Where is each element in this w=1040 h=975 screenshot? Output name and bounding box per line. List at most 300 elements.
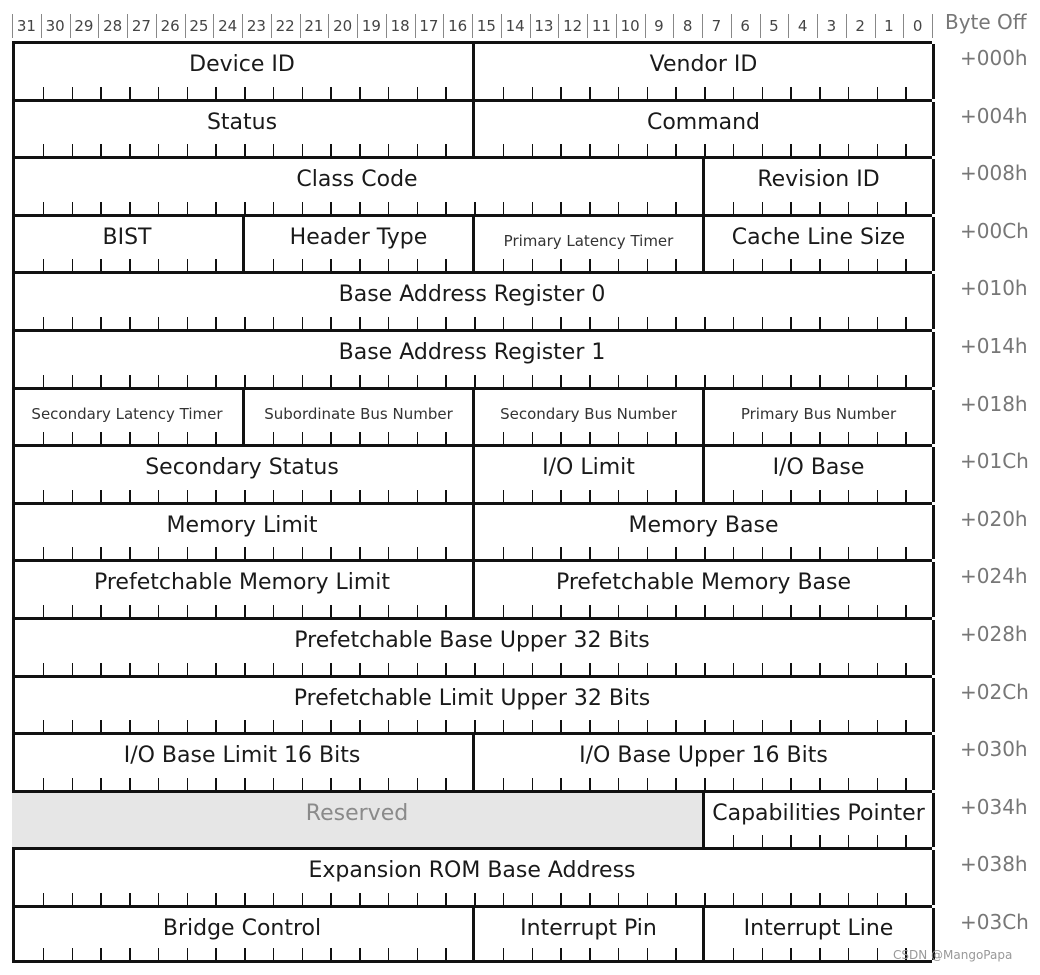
bit-tick [100,144,102,156]
byte-offset-label: +018h [960,391,1028,416]
field-label: Primary Latency Timer [503,231,674,250]
bit-tick [302,663,304,675]
bit-tick [532,144,534,156]
field-label: Vendor ID [649,52,758,77]
bit-tick [445,375,447,387]
bit-tick [474,893,476,905]
bit-tick [43,317,45,329]
bit-separator [760,14,761,38]
bit-tick [244,317,246,329]
bit-tick [905,547,907,559]
bit-tick [417,375,419,387]
register-field [705,390,935,445]
bit-tick [790,605,792,617]
bit-tick [905,663,907,675]
bit-tick [618,893,620,905]
bit-tick [905,144,907,156]
bit-tick [589,893,591,905]
register-row [12,444,932,502]
bit-tick [647,778,649,790]
bit-tick [100,202,102,214]
bit-tick [330,663,332,675]
bit-tick [43,432,45,444]
register-row [12,559,932,617]
bit-tick [43,948,45,960]
bit-tick [445,720,447,732]
bit-tick [733,144,735,156]
bit-number: 23 [246,17,266,35]
bit-tick [762,375,764,387]
field-label: Primary Bus Number [740,404,897,423]
bit-tick [762,893,764,905]
bit-tick [503,317,505,329]
bit-tick [704,663,706,675]
bit-tick [187,948,189,960]
bit-tick [532,87,534,99]
bit-number: 31 [16,17,36,35]
bit-tick [72,948,74,960]
bit-tick [445,317,447,329]
bit-tick [560,948,562,960]
bit-tick [819,778,821,790]
byte-offset-label: +02Ch [960,679,1029,704]
field-label: Memory Base [628,512,779,538]
bit-tick [302,432,304,444]
bit-number: 30 [45,17,65,35]
bit-separator [587,14,588,38]
bit-tick [848,375,850,387]
bit-tick [532,375,534,387]
bit-tick [187,605,189,617]
bit-tick [273,490,275,502]
bit-tick [733,547,735,559]
bit-tick [359,432,361,444]
bit-tick [187,202,189,214]
bit-tick [790,144,792,156]
bit-tick [905,720,907,732]
field-label: Header Type [289,224,428,250]
bit-tick [532,432,534,444]
bit-tick [905,202,907,214]
bit-tick [733,317,735,329]
bit-tick [72,144,74,156]
bit-tick [302,547,304,559]
bit-tick [273,259,275,271]
bit-number: 24 [218,17,238,35]
bit-tick [388,778,390,790]
bit-tick [704,547,706,559]
bit-tick [215,547,217,559]
bit-tick [503,144,505,156]
bit-tick [618,720,620,732]
bit-tick [503,948,505,960]
bit-tick [532,720,534,732]
bit-separator [903,14,904,38]
bit-tick [618,778,620,790]
bit-tick [100,490,102,502]
bit-tick [100,547,102,559]
bit-tick [244,778,246,790]
bit-tick [647,259,649,271]
bit-tick [158,202,160,214]
register-field [12,447,475,502]
bit-number: 17 [419,17,439,35]
bit-tick [905,317,907,329]
reserved-field [12,793,705,848]
bit-separator [645,14,646,38]
bit-tick [417,663,419,675]
bit-tick [647,432,649,444]
bit-tick [790,778,792,790]
bit-tick [762,778,764,790]
bit-tick [417,490,419,502]
bit-tick [905,87,907,99]
byte-offset-label: +028h [960,622,1028,646]
bit-tick [72,375,74,387]
bit-tick [733,663,735,675]
bit-tick [618,663,620,675]
bit-tick [43,202,45,214]
bit-tick [790,948,792,960]
bit-tick [100,87,102,99]
bit-tick [417,605,419,617]
bit-tick [675,720,677,732]
bit-tick [359,259,361,271]
bit-tick [790,720,792,732]
bit-tick [215,720,217,732]
bit-tick [187,317,189,329]
bit-tick [158,547,160,559]
register-field [475,447,705,502]
bit-tick [647,547,649,559]
bit-tick [589,375,591,387]
bit-tick [244,87,246,99]
register-field [245,390,475,445]
bit-tick [388,720,390,732]
bit-tick [72,663,74,675]
bit-separator [673,14,674,38]
bit-tick [877,663,879,675]
bit-tick [445,605,447,617]
byte-offset-label: +038h [960,852,1028,877]
bit-number: 16 [448,17,468,35]
bit-tick [819,375,821,387]
bit-number: 4 [797,17,808,35]
field-label: Command [646,109,761,135]
bit-tick [675,202,677,214]
byte-offset-label: +014h [960,334,1028,358]
bit-tick [733,893,735,905]
bit-tick [445,547,447,559]
field-label: Cache Line Size [731,224,906,250]
bit-number: 27 [131,17,151,35]
field-label: Class Code [296,167,418,193]
bit-tick [43,259,45,271]
bit-tick [905,893,907,905]
register-row [12,617,932,675]
field-label: I/O Limit [542,455,635,481]
bit-tick [848,948,850,960]
field-label: Prefetchable Base Upper 32 Bits [294,628,650,653]
bit-tick [819,893,821,905]
register-row [12,156,932,214]
field-label: Base Address Register 0 [338,282,606,308]
bit-tick [560,432,562,444]
bit-tick [388,490,390,502]
bit-tick [647,375,649,387]
bit-tick [302,778,304,790]
bit-tick [445,87,447,99]
bit-separator [702,14,703,38]
bit-separator [415,14,416,38]
bit-tick [733,259,735,271]
bit-tick [560,144,562,156]
register-field [705,217,935,272]
bit-tick [158,317,160,329]
bit-tick [417,202,419,214]
bit-separator [12,14,13,38]
bit-tick [589,720,591,732]
bit-tick [43,144,45,156]
bit-separator [817,14,818,38]
bit-number: 0 [912,17,923,35]
bit-tick [158,778,160,790]
bit-tick [215,202,217,214]
bit-tick [100,605,102,617]
bit-tick [359,202,361,214]
bit-tick [187,259,189,271]
bit-tick [187,893,189,905]
bit-tick [100,663,102,675]
bit-number: 22 [275,17,295,35]
bit-separator [558,14,559,38]
bit-tick [100,778,102,790]
register-field [12,332,935,387]
bit-tick [848,490,850,502]
bit-tick [474,202,476,214]
field-label: I/O Base Upper 16 Bits [579,743,828,769]
bit-tick [388,202,390,214]
register-field [12,908,475,960]
bit-tick [158,720,160,732]
bit-tick [187,432,189,444]
bit-tick [417,893,419,905]
bit-tick [762,432,764,444]
bit-tick [675,948,677,960]
bit-tick [388,893,390,905]
register-field [475,102,935,157]
bit-tick [589,87,591,99]
field-label: Interrupt Line [743,916,894,941]
bit-tick [877,605,879,617]
bit-tick [589,144,591,156]
bit-number: 14 [505,17,525,35]
bit-number: 26 [160,17,180,35]
bit-tick [819,259,821,271]
bit-tick [302,375,304,387]
register-field [475,735,935,790]
bit-tick [359,663,361,675]
bit-tick [762,144,764,156]
bit-tick [129,144,131,156]
register-row [12,214,932,272]
bit-tick [215,663,217,675]
bit-tick [359,547,361,559]
bit-tick [503,720,505,732]
bit-tick [618,605,620,617]
bit-tick [273,317,275,329]
bit-tick [330,948,332,960]
bit-tick [877,87,879,99]
bit-tick [330,317,332,329]
bit-separator [357,14,358,38]
bit-tick [848,893,850,905]
bit-tick [589,317,591,329]
bit-tick [72,259,74,271]
field-label: I/O Base Limit 16 Bits [123,743,361,769]
bit-tick [532,948,534,960]
bit-tick [215,317,217,329]
bit-tick [704,87,706,99]
bit-separator [530,14,531,38]
bit-tick [215,490,217,502]
bit-tick [302,490,304,502]
bit-tick [129,259,131,271]
bit-separator [875,14,876,38]
bit-tick [100,259,102,271]
bit-tick [819,605,821,617]
bit-tick [848,778,850,790]
bit-number: 1 [884,17,894,35]
bit-tick [762,605,764,617]
bit-tick [445,259,447,271]
bit-tick [474,317,476,329]
bit-tick [762,87,764,99]
bit-tick [877,202,879,214]
byte-offset-label: +000h [960,46,1028,70]
bit-tick [877,375,879,387]
bit-separator [328,14,329,38]
bit-tick [417,317,419,329]
bit-tick [503,490,505,502]
register-field [475,505,935,560]
bit-tick [848,317,850,329]
field-label: Base Address Register 1 [338,340,606,365]
bit-tick [158,259,160,271]
bit-tick [905,259,907,271]
bit-tick [762,317,764,329]
bit-separator [846,14,847,38]
bit-tick [43,87,45,99]
bit-tick [560,202,562,214]
bit-tick [762,720,764,732]
byte-offset-label: +03Ch [960,910,1029,934]
bit-tick [215,778,217,790]
bit-tick [72,202,74,214]
bit-tick [100,720,102,732]
bit-tick [560,259,562,271]
bit-tick [790,835,792,847]
bit-tick [158,432,160,444]
bit-tick [330,375,332,387]
bit-tick [302,259,304,271]
bit-tick [273,605,275,617]
bit-tick [129,432,131,444]
bit-tick [733,87,735,99]
bit-tick [819,87,821,99]
bit-tick [330,432,332,444]
register-row [12,329,932,387]
bit-tick [877,259,879,271]
bit-tick [675,547,677,559]
bit-tick [330,547,332,559]
bit-tick [762,663,764,675]
bit-tick [618,490,620,502]
bit-separator [386,14,387,38]
register-field [12,735,475,790]
bit-tick [445,948,447,960]
bit-tick [244,605,246,617]
bit-tick [417,259,419,271]
bit-number: 15 [476,17,496,35]
bit-tick [560,375,562,387]
bit-tick [704,720,706,732]
bit-number: 6 [740,17,750,35]
bit-tick [129,720,131,732]
register-field [475,562,935,617]
bit-tick [503,663,505,675]
bit-tick [330,720,332,732]
bit-tick [388,144,390,156]
bit-tick [877,490,879,502]
bit-separator [300,14,301,38]
bit-tick [819,490,821,502]
bit-tick [129,605,131,617]
bit-tick [388,948,390,960]
bit-tick [388,317,390,329]
bit-tick [244,893,246,905]
bit-tick [848,835,850,847]
bit-tick [819,948,821,960]
bit-tick [675,259,677,271]
bit-tick [790,317,792,329]
register-field [12,390,245,445]
bit-tick [532,663,534,675]
register-row [12,502,932,560]
bit-number: 5 [769,17,779,35]
bit-tick [618,547,620,559]
bit-tick [129,202,131,214]
bit-tick [273,893,275,905]
register-field [705,447,935,502]
bit-tick [532,259,534,271]
bit-tick [905,778,907,790]
bit-tick [244,663,246,675]
bit-tick [302,720,304,732]
byte-offset-label: +00Ch [960,218,1029,243]
bit-tick [187,778,189,790]
bit-tick [675,663,677,675]
bit-tick [675,317,677,329]
register-row [12,387,932,445]
bit-tick [675,605,677,617]
bit-tick [589,605,591,617]
bit-tick [790,259,792,271]
bit-tick [215,87,217,99]
field-label: Secondary Bus Number [500,404,677,423]
bit-tick [503,87,505,99]
bit-tick [675,778,677,790]
